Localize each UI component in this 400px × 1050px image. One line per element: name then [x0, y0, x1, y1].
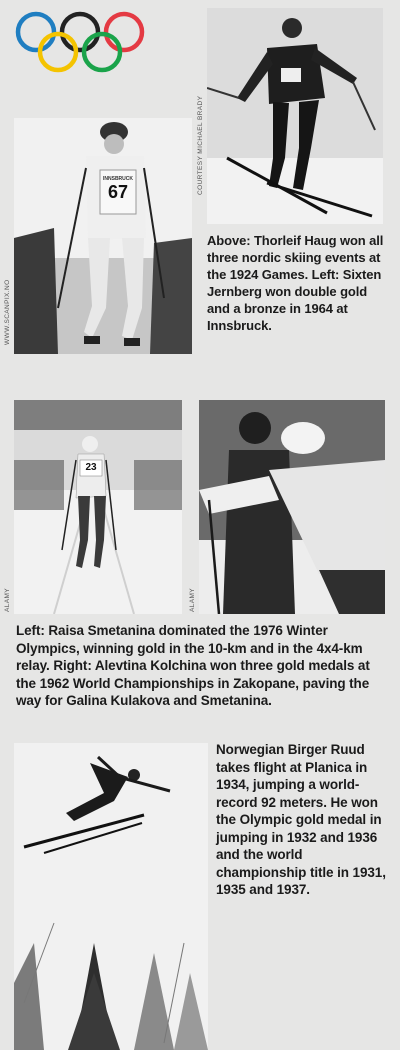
alevtina-kolchina-photo [199, 400, 385, 614]
bib-number-smetanina: 23 [85, 462, 97, 473]
thorleif-haug-photo [207, 8, 383, 224]
caption-birger-ruud: Norwegian Birger Ruud takes flight at Planica in 1934, jumping a world-record 92 meters. He won the Olympic gold medal in jumping in 1932 and 1936 and the world championship title in 1931, 1935 and 1937. [216, 742, 386, 897]
photo-credit-jernberg: WWW.SCANPIX.NO [4, 279, 11, 345]
olympic-rings-logo [12, 10, 148, 74]
photo-credit-smetanina: ALAMY [4, 587, 11, 612]
banner-text: INNSBRUCK [103, 176, 133, 182]
sixten-jernberg-photo [14, 118, 192, 354]
photo-credit-kolchina: ALAMY [189, 587, 196, 612]
photo-credit-haug: COURTESY MICHAEL BRADY [197, 95, 204, 195]
birger-ruud-photo [14, 743, 208, 1050]
bib-number: 67 [107, 182, 129, 202]
caption-haug-jernberg: Above: Thorleif Haug won all three nordic skiing events at the 1924 Games. Left: Sixten Jernberg won double gold and a bronze in 1964 at Innsbruck. [207, 233, 384, 333]
caption-smetanina-kolchina: Left: Raisa Smetanina dominated the 1976 Winter Olympics, winning gold in the 10-km and in the 4x4-km relay. Right: Alevtina Kolchina won three gold medals at the 1962 World Championships in Zakopane, paving the way for Galina Kulakova and Smetanina. [16, 623, 370, 708]
raisa-smetanina-photo [14, 400, 182, 614]
